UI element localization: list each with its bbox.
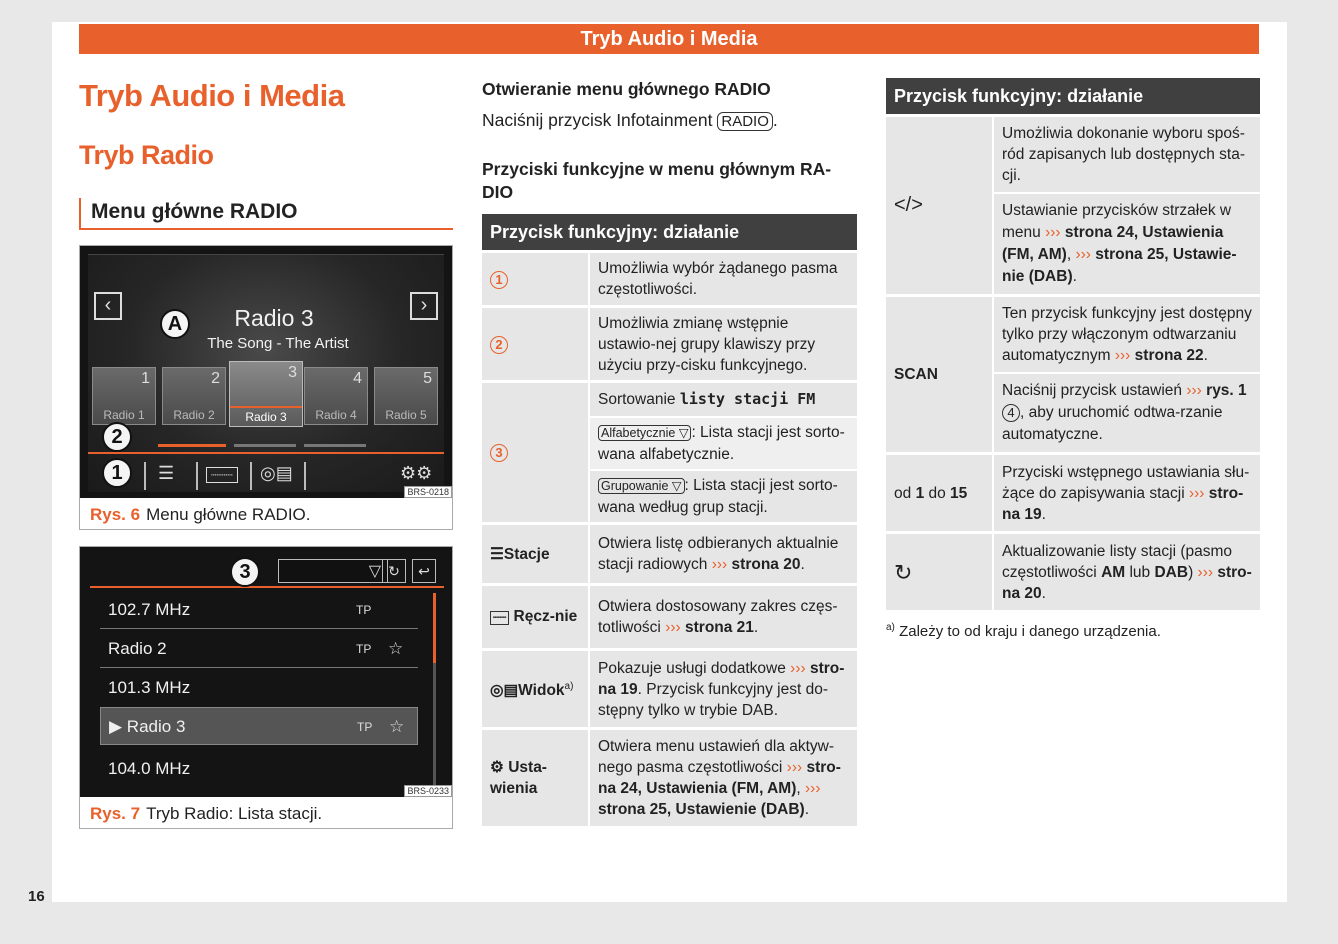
station-name: Radio 3 xyxy=(234,305,314,331)
radio-key: RADIO xyxy=(717,112,773,131)
heading-function-buttons: Przyciski funkcyjne w menu głównym RA-DIO xyxy=(482,159,832,202)
preset-button[interactable]: 4 Radio 4 xyxy=(304,367,368,425)
callout-3: 3 xyxy=(230,557,260,587)
function-table-1 xyxy=(482,211,857,829)
scrollbar[interactable] xyxy=(433,593,436,785)
section-header-band: Tryb Audio i Media xyxy=(79,24,1259,54)
station-list-item[interactable]: 102.7 MHz TP xyxy=(100,591,418,629)
dropdown-triangle-icon: ▽ xyxy=(368,563,381,580)
footnote: $^{a)}$ Zależy to od kraju i danego urządzenia. xyxy=(886,622,1161,640)
desc-cell: Otwiera menu ustawień dla aktyw-nego pasma częstotliwości ››› stro-na 24, Ustawienia (FM, AM), ››› strona 25, Ustawienie (DAB). xyxy=(590,730,857,826)
key-cell: ⚙ Usta-wienia xyxy=(482,730,590,826)
key-cell: ┈┈ Ręcz-nie xyxy=(482,586,590,648)
preset-button[interactable]: 2 Radio 2 xyxy=(162,367,226,425)
preset-group-bar-active[interactable] xyxy=(158,444,226,447)
refresh-icon: ↻ xyxy=(894,559,913,585)
station-list-screen xyxy=(80,547,452,797)
desc-cell: Otwiera listę odbieranych aktualnie stacji radiowych ››› strona 20. xyxy=(590,525,857,583)
paragraph-open-menu: Naciśnij przycisk Infotainment RADIO . xyxy=(482,110,778,130)
desc-cell: Umożliwia wybór żądanego pasma częstotliwości. xyxy=(590,253,857,305)
key-cell: ◎▤Widok$^{a)}$ xyxy=(482,651,590,727)
list-icon[interactable]: ☰ xyxy=(158,463,175,483)
figure-caption: Rys. 6 Menu główne RADIO. xyxy=(90,505,311,524)
key-cell: od 1 do 15 xyxy=(886,455,994,531)
preset-button[interactable]: 1 Radio 1 xyxy=(92,367,156,425)
preset-group-bar[interactable] xyxy=(304,444,366,447)
callout-1[interactable]: 1 xyxy=(102,458,132,488)
manual-tuning-icon[interactable]: ┈┈┈ xyxy=(206,467,238,483)
radio-main-screen xyxy=(80,246,452,498)
figure-6 xyxy=(79,245,453,530)
page-number: 16 xyxy=(28,888,45,905)
station-list-item[interactable]: 101.3 MHz xyxy=(108,678,191,697)
prev-arrow-icon[interactable]: ‹ xyxy=(94,292,122,320)
desc-cell: Sortowanie listy stacji FM Alfabetycznie ▽ : Lista stacji jest sorto-wana alfabetycznie. Grupowanie ▽ : Lista stacji jest sorto-wana według grup stacji. xyxy=(590,383,857,522)
desc-cell: Przyciski wstępnego ustawiania słu-żące do zapisywania stacji ››› stro-na 19. xyxy=(994,455,1260,531)
table-header: Przycisk funkcyjny: działanie xyxy=(886,78,1260,114)
key-cell xyxy=(886,117,994,294)
key-cell: ☰Stacje xyxy=(482,525,590,583)
section-title: Tryb Radio xyxy=(79,140,214,170)
key-cell: 1 xyxy=(482,253,590,305)
favorite-star-icon[interactable]: ☆ xyxy=(388,639,404,658)
arrows-icon: </> xyxy=(894,194,923,216)
settings-gear-icon: ⚙ xyxy=(490,759,504,776)
key-cell xyxy=(886,534,994,610)
desc-cell: Aktualizowanie listy stacji (pasmo częstotliwości AM lub DAB) ››› stro-na 20. xyxy=(994,534,1260,610)
radio-bottom-bar xyxy=(88,452,444,492)
preset-button[interactable]: 5 Radio 5 xyxy=(374,367,438,425)
table-header: Przycisk funkcyjny: działanie xyxy=(482,214,857,250)
subsection-title: Menu główne RADIO xyxy=(79,198,453,230)
station-list-item-active[interactable]: ▶ Radio 3 TP ☆ xyxy=(100,707,418,745)
desc-cell: Ten przycisk funkcyjny jest dostępny tylko przy włączonym odtwarzaniu automatycznym ››› strona 22. Naciśnij przycisk ustawień ››› rys. 1 4 , aby uruchomić odtwa-rzanie automatyczne. xyxy=(994,297,1260,452)
view-icon[interactable]: ◎▤ xyxy=(260,463,293,483)
callout-2: 2 xyxy=(102,422,132,452)
figure-code: BRS-0218 xyxy=(404,486,452,498)
callout-a: A xyxy=(160,309,190,339)
settings-gear-icon[interactable]: ⚙⚙ xyxy=(400,463,433,483)
heading-open-menu: Otwieranie menu głównego RADIO xyxy=(482,79,771,99)
next-arrow-icon[interactable]: › xyxy=(410,292,438,320)
list-icon: ☰ xyxy=(490,545,504,563)
preset-group-bar[interactable] xyxy=(234,444,296,447)
key-cell: SCAN xyxy=(886,297,994,452)
favorite-star-icon[interactable]: ☆ xyxy=(389,717,405,736)
sort-dropdown[interactable] xyxy=(278,559,388,583)
back-icon[interactable]: ↩ xyxy=(412,559,436,583)
key-cell: 2 xyxy=(482,308,590,380)
manual-tuning-icon: ┈┈ xyxy=(490,611,509,625)
view-icon: ◎▤ xyxy=(490,682,519,700)
play-icon: ▶ xyxy=(109,717,127,736)
desc-cell: Umożliwia dokonanie wyboru spoś-ród zapisanych lub dostępnych sta-cji. Ustawianie przycisków strzałek w menu ››› strona 24, Ustawienia (FM, AM), ››› strona 25, Ustawie-nie (DAB). xyxy=(994,117,1260,294)
chapter-title: Tryb Audio i Media xyxy=(79,78,345,113)
refresh-icon[interactable]: ↻ xyxy=(382,559,406,583)
figure-caption: Rys. 7 Tryb Radio: Lista stacji. xyxy=(90,804,323,823)
figure-7 xyxy=(79,546,453,829)
figure-code: BRS-0233 xyxy=(404,785,452,797)
station-list-item[interactable]: Radio 2 TP ☆ xyxy=(100,630,418,668)
desc-cell: Otwiera dostosowany zakres częs-totliwości ››› strona 21. xyxy=(590,586,857,648)
key-cell: 3 xyxy=(482,383,590,522)
desc-cell: Pokazuje usługi dodatkowe ››› stro-na 19. Przycisk funkcyjny jest do-stępny tylko w trybie DAB. xyxy=(590,651,857,727)
station-list-item[interactable]: 104.0 MHz xyxy=(108,759,191,778)
desc-cell: Umożliwia zmianę wstępnie ustawio-nej grupy klawiszy przy użyciu przy-cisku funkcyjnego. xyxy=(590,308,857,380)
function-table-2 xyxy=(886,75,1260,613)
song-info: The Song - The Artist xyxy=(207,335,349,352)
preset-button-selected[interactable]: 3 Radio 3 xyxy=(229,361,303,427)
